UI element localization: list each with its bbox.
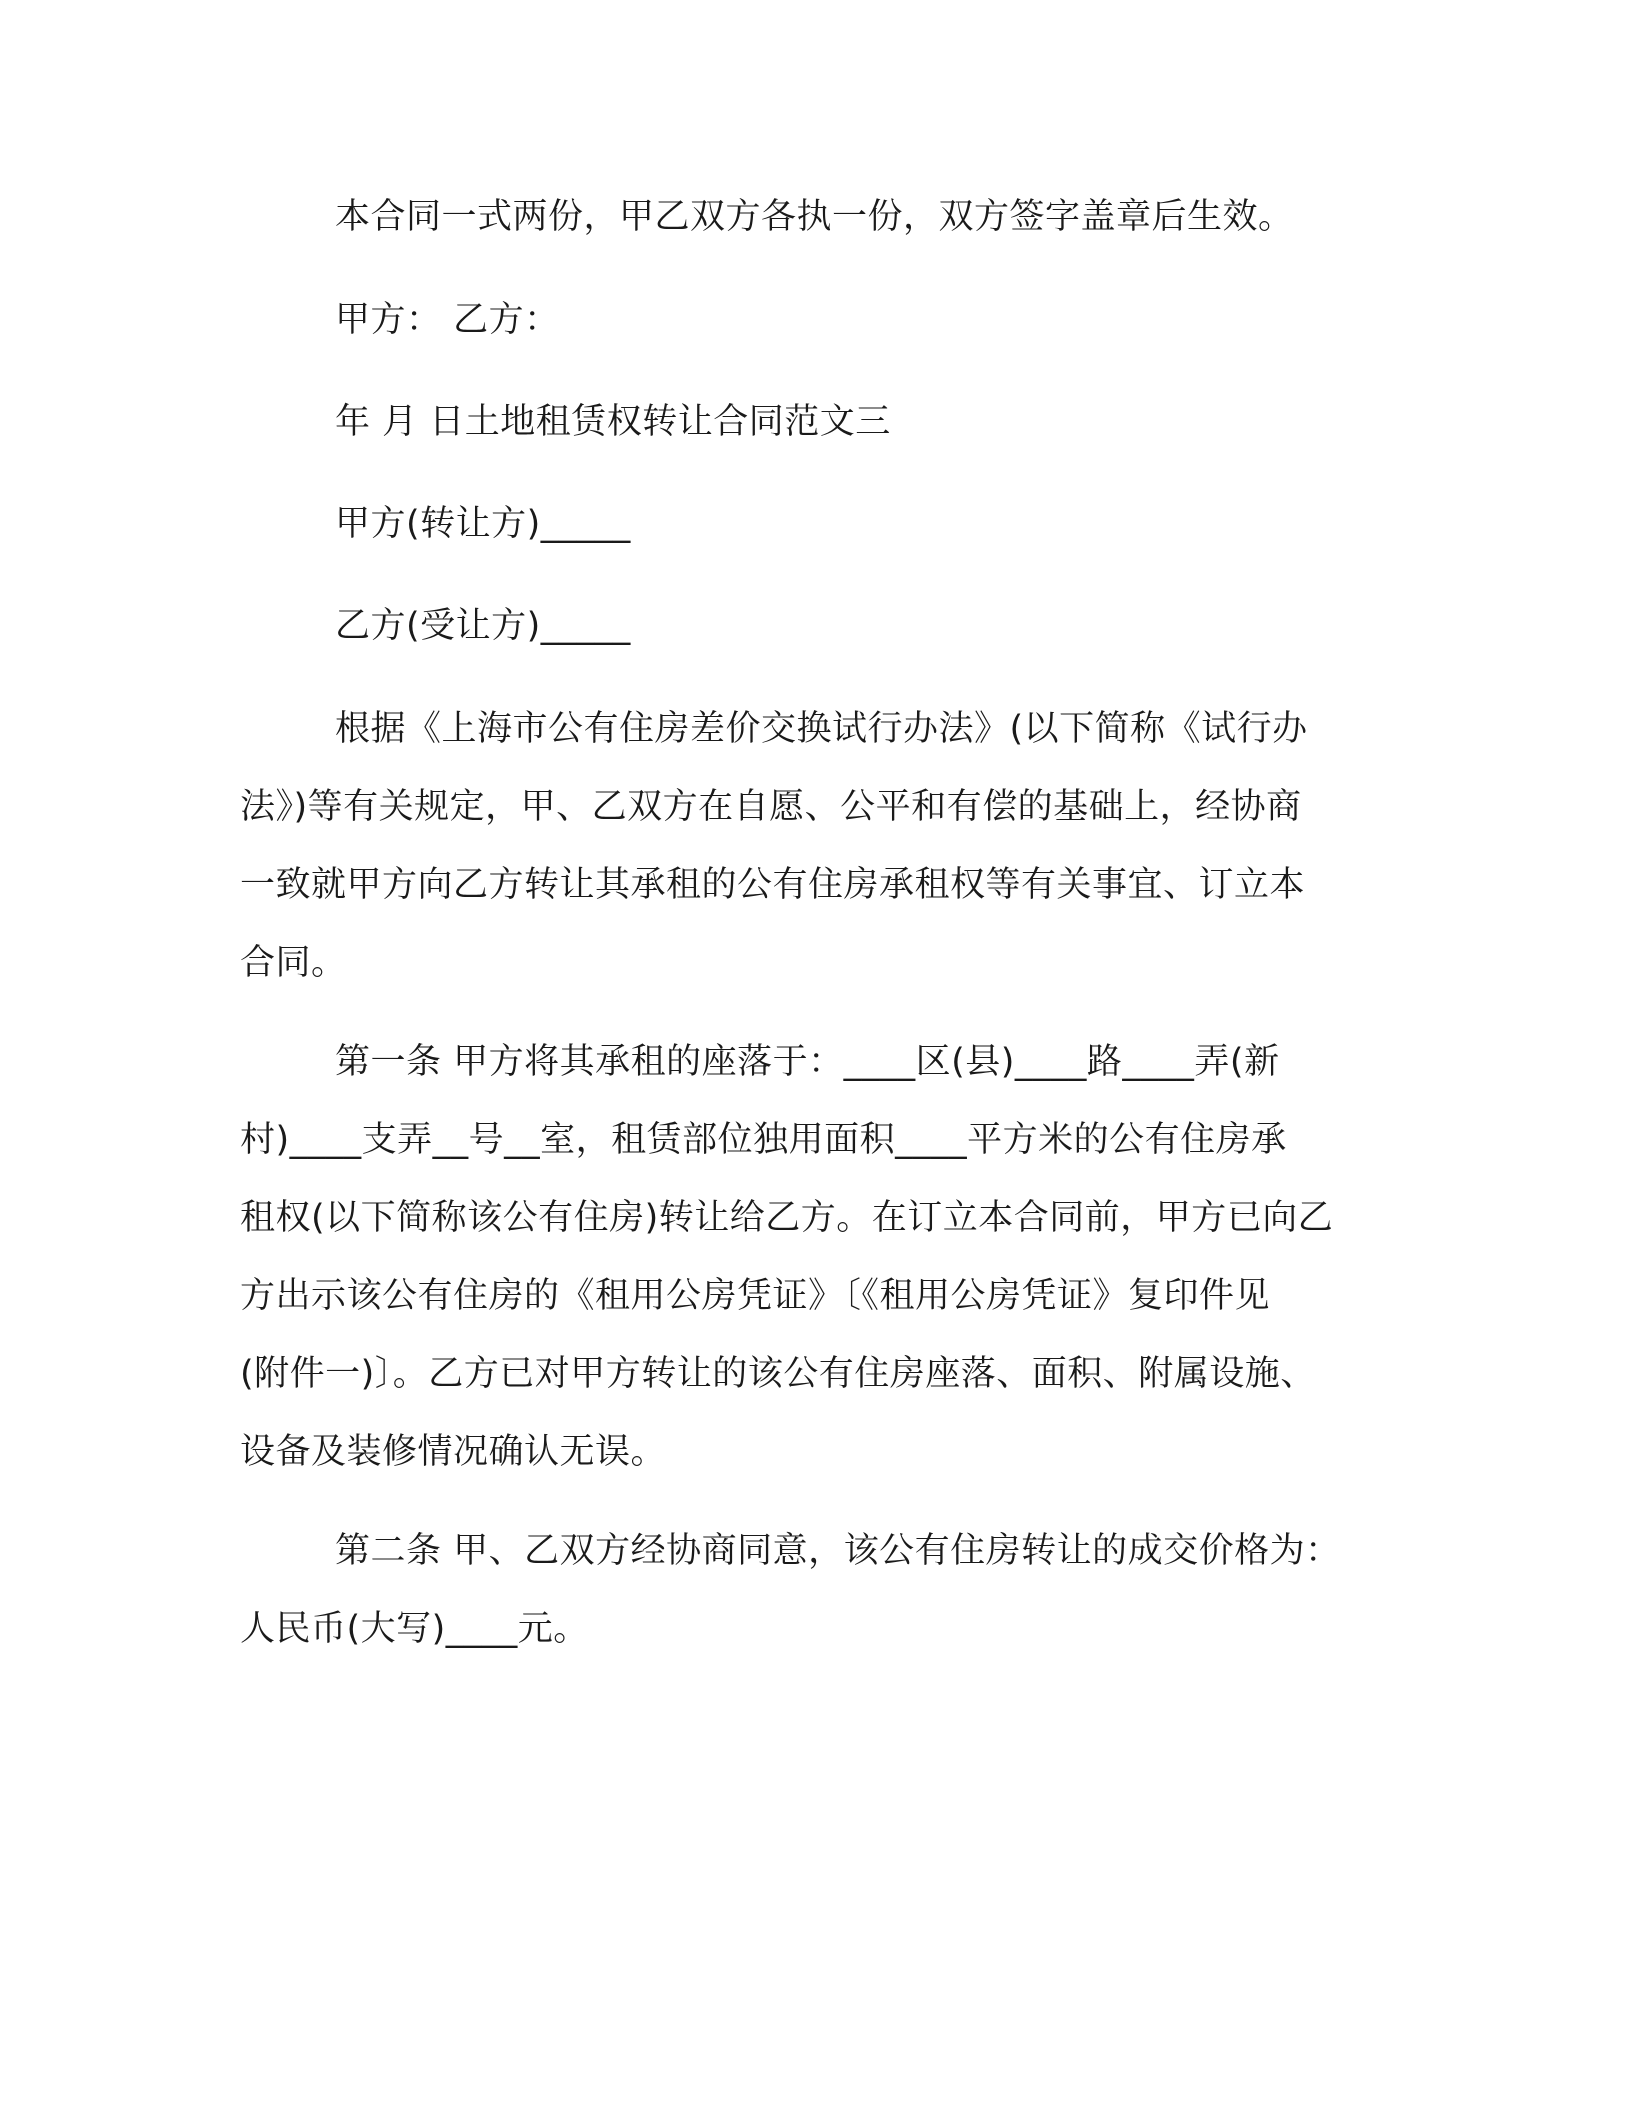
document-page	[240, 0, 1400, 2112]
paragraph-article-one	[240, 1023, 1400, 1491]
text-line: 年 月 日土地租赁权转让合同范文三	[335, 402, 891, 442]
text-line: 设备及装修情况确认无误。	[240, 1432, 667, 1472]
paragraph-party-b	[240, 587, 1400, 665]
paragraph-article-two	[240, 1512, 1400, 1668]
text-line: 一致就甲方向乙方转让其承租的公有住房承租权等有关事宜、订立本	[240, 865, 1306, 905]
text-line: 人民币(大写)____元。	[240, 1609, 589, 1649]
text-line: 甲方(转让方)_____	[335, 504, 631, 544]
paragraph-effect-clause	[240, 178, 1400, 256]
text-line: 甲方： 乙方：	[335, 300, 560, 340]
text-line: 法》)等有关规定，甲、乙双方在自愿、公平和有偿的基础上，经协商	[240, 787, 1302, 827]
text-line: 租权(以下简称该公有住房)转让给乙方。在订立本合同前，甲方已向乙	[240, 1198, 1334, 1238]
text-line: 村)____支弄__号__室，租赁部位独用面积____平方米的公有住房承	[240, 1120, 1287, 1160]
text-line: 方出示该公有住房的《租用公房凭证》〔《租用公房凭证》复印件见	[240, 1276, 1271, 1316]
text-line: 合同。	[240, 943, 347, 983]
paragraph-preamble	[240, 690, 1400, 1002]
text-line: 第二条 甲、乙双方经协商同意，该公有住房转让的成交价格为：	[335, 1531, 1341, 1571]
paragraph-signatures	[240, 281, 1400, 359]
text-line: 本合同一式两份，甲乙双方各执一份，双方签字盖章后生效。	[335, 197, 1294, 237]
paragraph-party-a	[240, 485, 1400, 563]
text-line: (附件一)〕。乙方已对甲方转让的该公有住房座落、面积、附属设施、	[240, 1354, 1316, 1394]
text-line: 乙方(受让方)_____	[335, 606, 631, 646]
paragraph-date-title	[240, 383, 1400, 461]
text-line: 第一条 甲方将其承租的座落于：____区(县)____路____弄(新	[335, 1042, 1280, 1082]
text-line: 根据《上海市公有住房差价交换试行办法》(以下简称《试行办	[335, 709, 1308, 749]
